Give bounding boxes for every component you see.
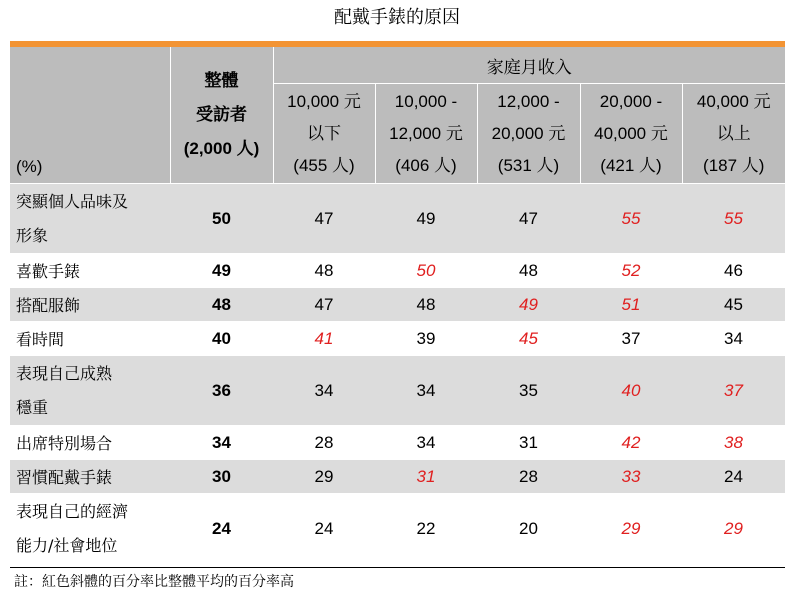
total-value: 40 [170, 322, 273, 356]
unit-label: (%) [16, 157, 43, 176]
bottom-rule [10, 567, 785, 568]
row-label-line: 習慣配戴手錶 [16, 468, 113, 487]
unit-label-cell [10, 47, 170, 184]
total-value: 24 [170, 494, 273, 564]
income-column-header-line: (421 人) [600, 155, 662, 175]
row-label [10, 322, 170, 356]
row-label [10, 494, 170, 564]
income-column-header-line: (455 人) [293, 155, 355, 175]
income-value: 24 [682, 460, 785, 494]
total-value: 34 [170, 426, 273, 460]
income-value: 48 [477, 254, 580, 288]
highlighted-value: 31 [375, 460, 477, 494]
income-value: 47 [273, 184, 375, 254]
income-value: 49 [375, 184, 477, 254]
row-label [10, 426, 170, 460]
row-label [10, 460, 170, 494]
highlighted-value: 49 [477, 288, 580, 322]
highlighted-value: 51 [580, 288, 682, 322]
table-row [10, 460, 785, 494]
income-value: 48 [375, 288, 477, 322]
income-column-header-line: (406 人) [395, 155, 457, 175]
income-value: 39 [375, 322, 477, 356]
table-row [10, 254, 785, 288]
table-title: 配戴手錶的原因 [334, 7, 460, 28]
highlighted-value: 41 [273, 322, 375, 356]
income-column-header-line: 40,000 元 [594, 123, 668, 143]
income-group-header: 家庭月收入 [273, 47, 785, 84]
row-label-line: 喜歡手錶 [16, 262, 81, 281]
total-header [170, 47, 273, 184]
survey-table [10, 47, 785, 564]
row-label-line: 穩重 [16, 397, 49, 417]
income-column-header-line: 10,000 - [394, 91, 458, 111]
highlighted-value: 52 [580, 254, 682, 288]
row-label-line: 出席特別場合 [16, 434, 113, 453]
table-row [10, 356, 785, 426]
row-label-line: 看時間 [16, 330, 65, 349]
table-row [10, 494, 785, 564]
total-value: 36 [170, 356, 273, 426]
total-header-line: 受訪者 [196, 105, 247, 124]
total-header-line: 整體 [204, 71, 239, 90]
total-value: 48 [170, 288, 273, 322]
row-label-line: 突顯個人品味及 [16, 191, 129, 211]
income-value: 35 [477, 356, 580, 426]
total-value: 49 [170, 254, 273, 288]
income-value: 47 [273, 288, 375, 322]
income-value: 28 [477, 460, 580, 494]
highlighted-value: 40 [580, 356, 682, 426]
table-row [10, 426, 785, 460]
income-value: 20 [477, 494, 580, 564]
income-value: 48 [273, 254, 375, 288]
income-value: 34 [273, 356, 375, 426]
income-column-header-line: 10,000 元 [287, 91, 361, 111]
total-header-line: (2,000 人) [183, 139, 260, 158]
income-column-header [580, 84, 682, 184]
income-value: 29 [273, 460, 375, 494]
row-label-line: 表現自己成熟 [16, 363, 113, 383]
income-column-header-line: 40,000 元 [696, 91, 771, 111]
income-value: 45 [682, 288, 785, 322]
income-column-header-line: 20,000 - [599, 91, 663, 111]
row-label [10, 356, 170, 426]
income-value: 28 [273, 426, 375, 460]
table-row [10, 184, 785, 254]
income-column-header-line: (187 人) [703, 155, 765, 175]
income-value: 34 [375, 356, 477, 426]
total-value: 30 [170, 460, 273, 494]
income-column-header-line: 20,000 元 [491, 123, 566, 143]
highlighted-value: 37 [682, 356, 785, 426]
row-label-line: 搭配服飾 [16, 296, 81, 315]
income-column-header [273, 84, 375, 184]
row-label-line: 形象 [16, 225, 49, 245]
income-value: 47 [477, 184, 580, 254]
income-value: 34 [682, 322, 785, 356]
row-label [10, 184, 170, 254]
row-label [10, 254, 170, 288]
highlighted-value: 55 [682, 184, 785, 254]
highlighted-value: 33 [580, 460, 682, 494]
highlighted-value: 42 [580, 426, 682, 460]
row-label [10, 288, 170, 322]
income-column-header-line: 12,000 - [497, 91, 560, 111]
income-column-header-line: (531 人) [497, 155, 560, 175]
table-row [10, 288, 785, 322]
highlighted-value: 29 [580, 494, 682, 564]
row-label-line: 能力/社會地位 [16, 535, 118, 555]
income-column-header-line: 以下 [307, 123, 341, 143]
income-value: 37 [580, 322, 682, 356]
highlighted-value: 29 [682, 494, 785, 564]
highlighted-value: 50 [375, 254, 477, 288]
income-value: 46 [682, 254, 785, 288]
income-value: 31 [477, 426, 580, 460]
highlighted-value: 45 [477, 322, 580, 356]
footnote: 註：紅色斜體的百分率比整體平均的百分率高 [14, 574, 294, 590]
highlighted-value: 55 [580, 184, 682, 254]
income-value: 22 [375, 494, 477, 564]
income-value: 34 [375, 426, 477, 460]
total-value: 50 [170, 184, 273, 254]
highlighted-value: 38 [682, 426, 785, 460]
income-column-header-line: 以上 [716, 123, 751, 143]
row-label-line: 表現自己的經濟 [16, 501, 129, 521]
income-column-header [682, 84, 785, 184]
income-column-header-line: 12,000 元 [389, 123, 463, 143]
income-column-header [477, 84, 580, 184]
income-value: 24 [273, 494, 375, 564]
table-row [10, 322, 785, 356]
income-column-header [375, 84, 477, 184]
